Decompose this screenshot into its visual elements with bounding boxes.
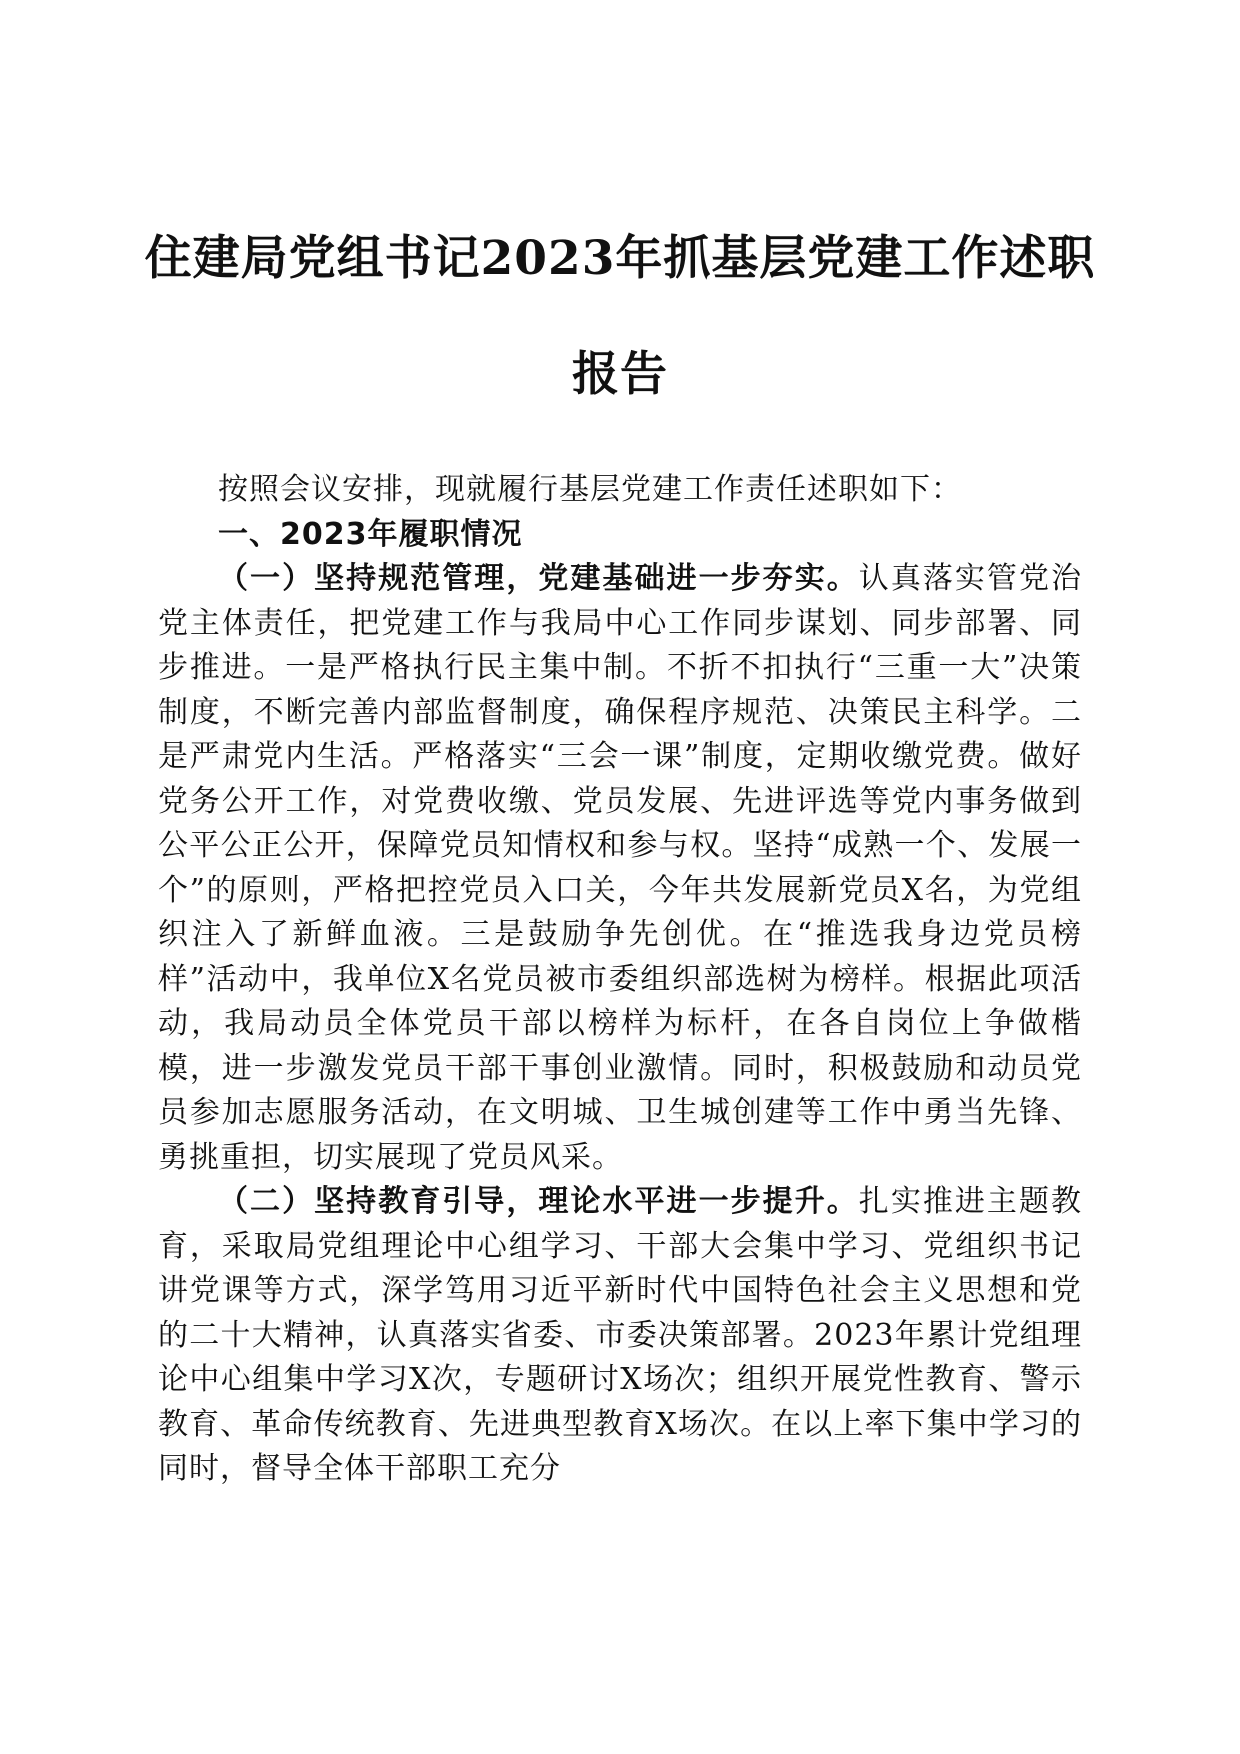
- intro-paragraph: 按照会议安排，现就履行基层党建工作责任述职如下：: [218, 472, 962, 507]
- document-title-line-1: 住建局党组书记2023年抓基层党建工作述职: [144, 231, 1096, 286]
- paragraph-2: [158, 1180, 1082, 1492]
- section-heading-1: 一、2023年履职情况: [218, 516, 523, 552]
- paragraph-1: [158, 557, 1082, 1180]
- paragraph-2-body: 扎实推进主题教育，采取局党组理论中心组学习、干部大会集中学习、党组织书记讲党课等方式，深学笃用习近平新时代中国特色社会主义思想和党的二十大精神，认真落实省委、市委决策部署。2023年累计党组理论中心组集中学习X次，专题研讨X场次；组织开展党性教育、警示教育、革命传统教育、先进典型教育X场次。在以上率下集中学习的同时，督导全体干部职工充分: [158, 1184, 1083, 1486]
- document-title-line-2: 报告: [572, 347, 668, 402]
- paragraph-1-lead: （一）坚持规范管理，党建基础进一步夯实。: [218, 561, 859, 596]
- paragraph-1-body: 认真落实管党治党主体责任，把党建工作与我局中心工作同步谋划、同步部署、同步推进。一是严格执行民主集中制。不折不扣执行“三重一大”决策制度，不断完善内部监督制度，确保程序规范、决策民主科学。二是严肃党内生活。严格落实“三会一课”制度，定期收缴党费。做好党务公开工作，对党费收缴、党员发展、先进评选等党内事务做到公平公正公开，保障党员知情权和参与权。坚持“成熟一个、发展一个”的原则，严格把控党员入口关，今年共发展新党员X名，为党组织注入了新鲜血液。三是鼓励争先创优。在“推选我身边党员榜样”活动中，我单位X名党员被市委组织部选树为榜样。根据此项活动，我局动员全体党员干部以榜样为标杆，在各自岗位上争做楷模，进一步激发党员干部干事创业激情。同时，积极鼓励和动员党员参加志愿服务活动，在文明城、卫生城创建等工作中勇当先锋、勇挑重担，切实展现了党员风采。: [158, 561, 1083, 1175]
- document-body: [158, 468, 1082, 1492]
- paragraph-2-lead: （二）坚持教育引导，理论水平进一步提升。: [218, 1184, 859, 1219]
